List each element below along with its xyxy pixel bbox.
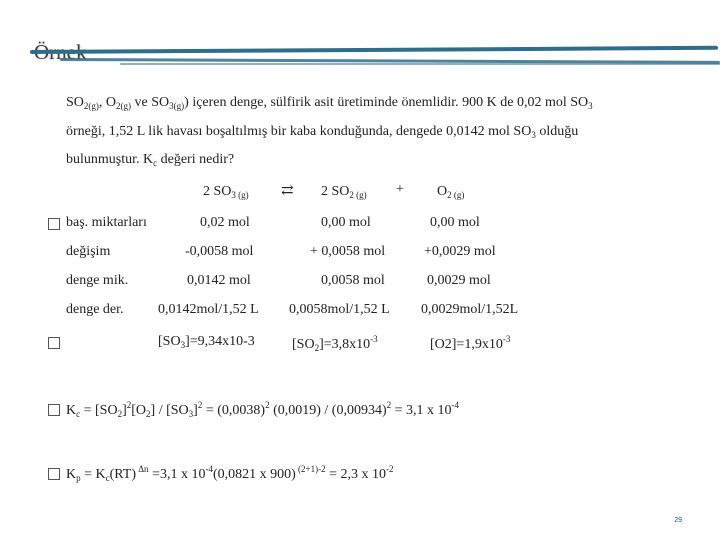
subscript: 3 (g) (231, 190, 249, 200)
superscript: 2 (386, 400, 392, 410)
subscript: 2(g) (116, 101, 132, 111)
text: O (437, 184, 448, 199)
subscript: 2(g) (83, 101, 99, 111)
text: bulunmuştur. K (66, 152, 154, 167)
kc-equation (66, 400, 459, 419)
bullet-icon (48, 337, 60, 349)
subscript: 3 (180, 340, 186, 350)
superscript: 2 (126, 400, 132, 410)
subscript: 2 (g) (349, 190, 367, 200)
subscript: c (153, 158, 158, 168)
text: = K (80, 467, 106, 482)
text: ] (193, 403, 198, 418)
subscript: 3 (188, 409, 194, 419)
subscript: p (76, 473, 81, 483)
row-label-equilibrium-amount: denge mik. (66, 273, 129, 288)
text: 2 SO (321, 184, 350, 199)
conc-so2 (292, 334, 378, 353)
cell: 0,0142mol/1,52 L (158, 302, 259, 317)
cell: -0,0058 mol (185, 244, 254, 259)
cell: 0,00 mol (430, 215, 480, 230)
text: [O2]=1,9x10 (430, 337, 503, 352)
text: 2 SO (203, 184, 232, 199)
text: = 3,1 x 10 (391, 403, 452, 418)
page-number: 29 (674, 517, 682, 524)
text: ve SO (131, 95, 170, 110)
text: ]=3,8x10 (319, 337, 371, 352)
conc-so3 (158, 334, 255, 350)
text: değeri nedir? (157, 152, 235, 167)
cell: 0,0058mol/1,52 L (289, 302, 390, 317)
plus-sign: + (396, 182, 404, 197)
superscript: -2 (386, 464, 394, 474)
text: , O (98, 95, 117, 110)
text: SO (66, 95, 84, 110)
superscript: (2+1)-2 (295, 464, 326, 474)
cell: + 0,0058 mol (310, 244, 386, 259)
text: K (66, 467, 77, 482)
text: (0,0821 x 900) (212, 467, 296, 482)
intro-line-2 (66, 124, 578, 140)
superscript: -3 (502, 334, 511, 344)
text: [SO (292, 337, 315, 352)
subscript: c (105, 473, 110, 483)
subscript: 2 (146, 409, 151, 419)
text: = [SO (80, 403, 118, 418)
cell: 0,0142 mol (187, 273, 251, 288)
subscript: 3(g) (169, 101, 185, 111)
title-underline-3 (120, 63, 720, 65)
text: K (66, 403, 77, 418)
intro-line-3 (66, 152, 234, 168)
text: (0,0019) / (0,00934) (269, 403, 387, 418)
intro-line-1 (66, 95, 593, 111)
cell: +0,0029 mol (424, 244, 496, 259)
subscript: 2 (g) (447, 190, 465, 200)
cell: 0,0029mol/1,52L (421, 302, 519, 317)
equilibrium-arrow: ⇄ (281, 183, 294, 199)
text: ]=9,34x10-3 (185, 334, 255, 349)
cell: 0,0029 mol (427, 273, 491, 288)
text: = 2,3 x 10 (325, 467, 387, 482)
subscript: 3 (531, 130, 536, 140)
subscript: 2 (117, 409, 123, 419)
row-label-initial: baş. miktarları (66, 215, 147, 230)
text: örneği, 1,52 L lik havası boşaltılmış bir kaba konduğunda, dengede 0,0142 mol SO (66, 124, 532, 139)
superscript: -3 (370, 334, 378, 344)
text: = (0,0038) (202, 403, 266, 418)
text: (RT) (109, 467, 137, 482)
reaction-reactant (203, 184, 249, 200)
row-label-change: değişim (66, 244, 111, 259)
superscript: Δn (136, 464, 149, 474)
text: ] / [SO (150, 403, 189, 418)
bullet-icon (48, 218, 60, 230)
subscript: 3 (588, 101, 593, 111)
row-label-equilibrium-conc: denge der. (66, 302, 124, 317)
superscript: -4 (205, 464, 213, 474)
text: ) içeren denge, sülfirik asit üretiminde önemlidir. 900 K de 0,02 mol SO (184, 95, 589, 110)
text: [O (131, 403, 147, 418)
subscript: 2 (314, 343, 320, 353)
text: olduğu (535, 124, 579, 139)
text: ] (122, 403, 127, 418)
kp-equation (66, 464, 394, 483)
bullet-icon (48, 404, 60, 416)
subscript: c (76, 409, 81, 419)
reaction-product-1 (321, 184, 367, 200)
superscript: -4 (451, 400, 460, 410)
bullet-icon (48, 468, 60, 480)
cell: 0,0058 mol (321, 273, 385, 288)
reaction-product-2 (437, 184, 464, 200)
cell: 0,02 mol (200, 215, 250, 230)
cell: 0,00 mol (321, 215, 371, 230)
title-underline (30, 46, 718, 54)
superscript: 2 (197, 400, 203, 410)
conc-o2 (430, 334, 510, 353)
superscript: 2 (265, 400, 270, 410)
text: =3,1 x 10 (148, 467, 206, 482)
text: [SO (158, 334, 181, 349)
